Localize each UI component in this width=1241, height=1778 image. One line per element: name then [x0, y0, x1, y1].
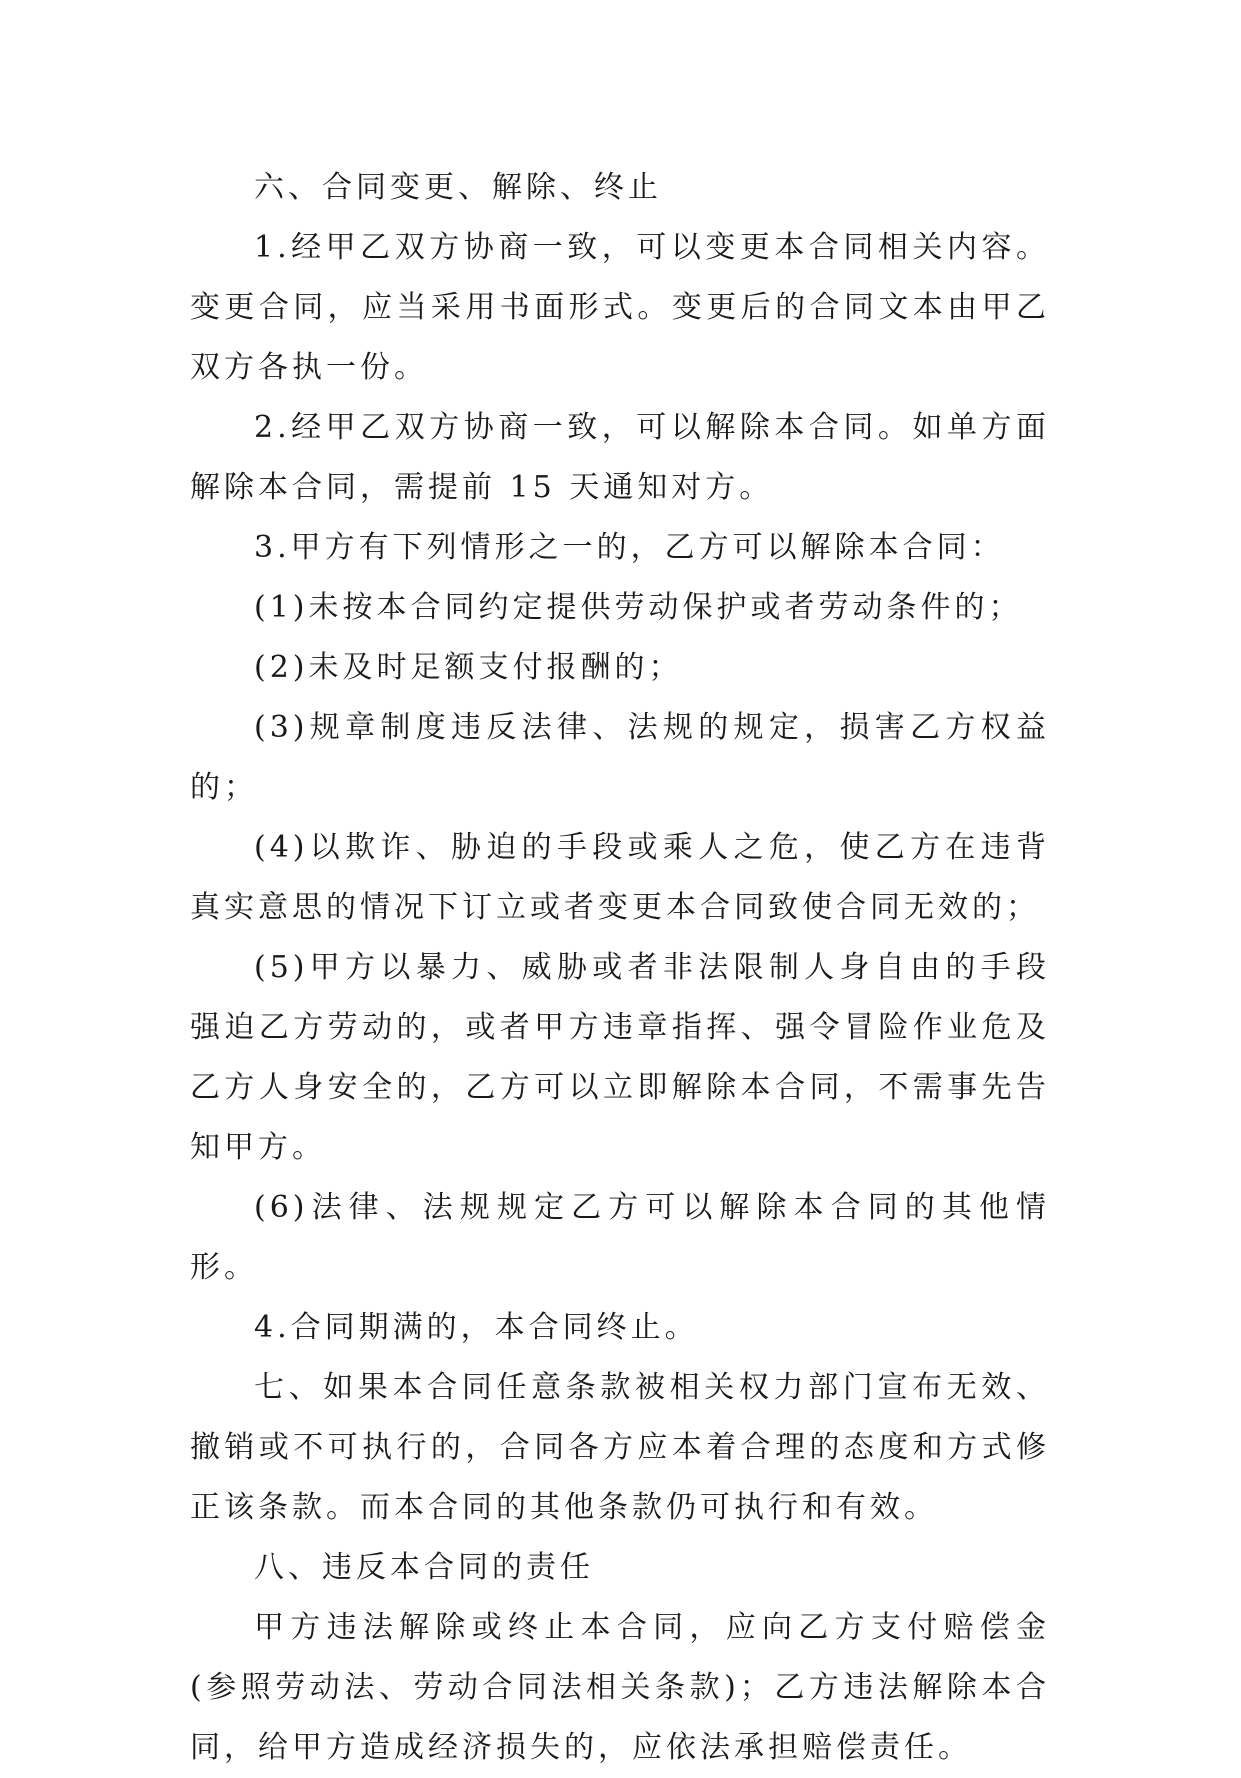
clause-6-3-item-2: (2)未及时足额支付报酬的； — [254, 650, 683, 685]
section-7: 七、如果本合同任意条款被相关权力部门宣布无效、撤销或不可执行的，合同各方应本着合理的态度和方式修正该条款。而本合同的其他条款仍可执行和有效。 — [190, 1370, 1050, 1525]
section-heading-8: 八、违反本合同的责任 — [254, 1550, 594, 1585]
clause-6-3-item-3: (3)规章制度违反法律、法规的规定，损害乙方权益的； — [190, 710, 1050, 805]
clause-6-3-item-1: (1)未按本合同约定提供劳动保护或者劳动条件的； — [254, 590, 1023, 625]
clause-6-3-item-5: (5)甲方以暴力、威胁或者非法限制人身自由的手段强迫乙方劳动的，或者甲方违章指挥、强令冒险作业危及乙方人身安全的，乙方可以立即解除本合同，不需事先告知甲方。 — [190, 950, 1050, 1165]
document-body — [190, 158, 1050, 1778]
clause-6-4: 4.合同期满的，本合同终止。 — [254, 1310, 699, 1345]
clause-6-3-item-4: (4)以欺诈、胁迫的手段或乘人之危，使乙方在违背真实意思的情况下订立或者变更本合同致使合同无效的； — [190, 830, 1050, 925]
clause-6-3-item-6: (6)法律、法规规定乙方可以解除本合同的其他情形。 — [190, 1190, 1050, 1285]
clause-6-2: 2.经甲乙双方协商一致，可以解除本合同。如单方面解除本合同，需提前 15 天通知对方。 — [190, 410, 1050, 505]
section-8-body: 甲方违法解除或终止本合同，应向乙方支付赔偿金(参照劳动法、劳动合同法相关条款)；乙方违法解除本合同，给甲方造成经济损失的，应依法承担赔偿责任。 — [190, 1610, 1050, 1765]
clause-6-3: 3.甲方有下列情形之一的，乙方可以解除本合同： — [254, 530, 1005, 565]
clause-6-1: 1.经甲乙双方协商一致，可以变更本合同相关内容。变更合同，应当采用书面形式。变更后的合同文本由甲乙双方各执一份。 — [190, 230, 1050, 385]
section-heading-6: 六、合同变更、解除、终止 — [254, 170, 662, 205]
